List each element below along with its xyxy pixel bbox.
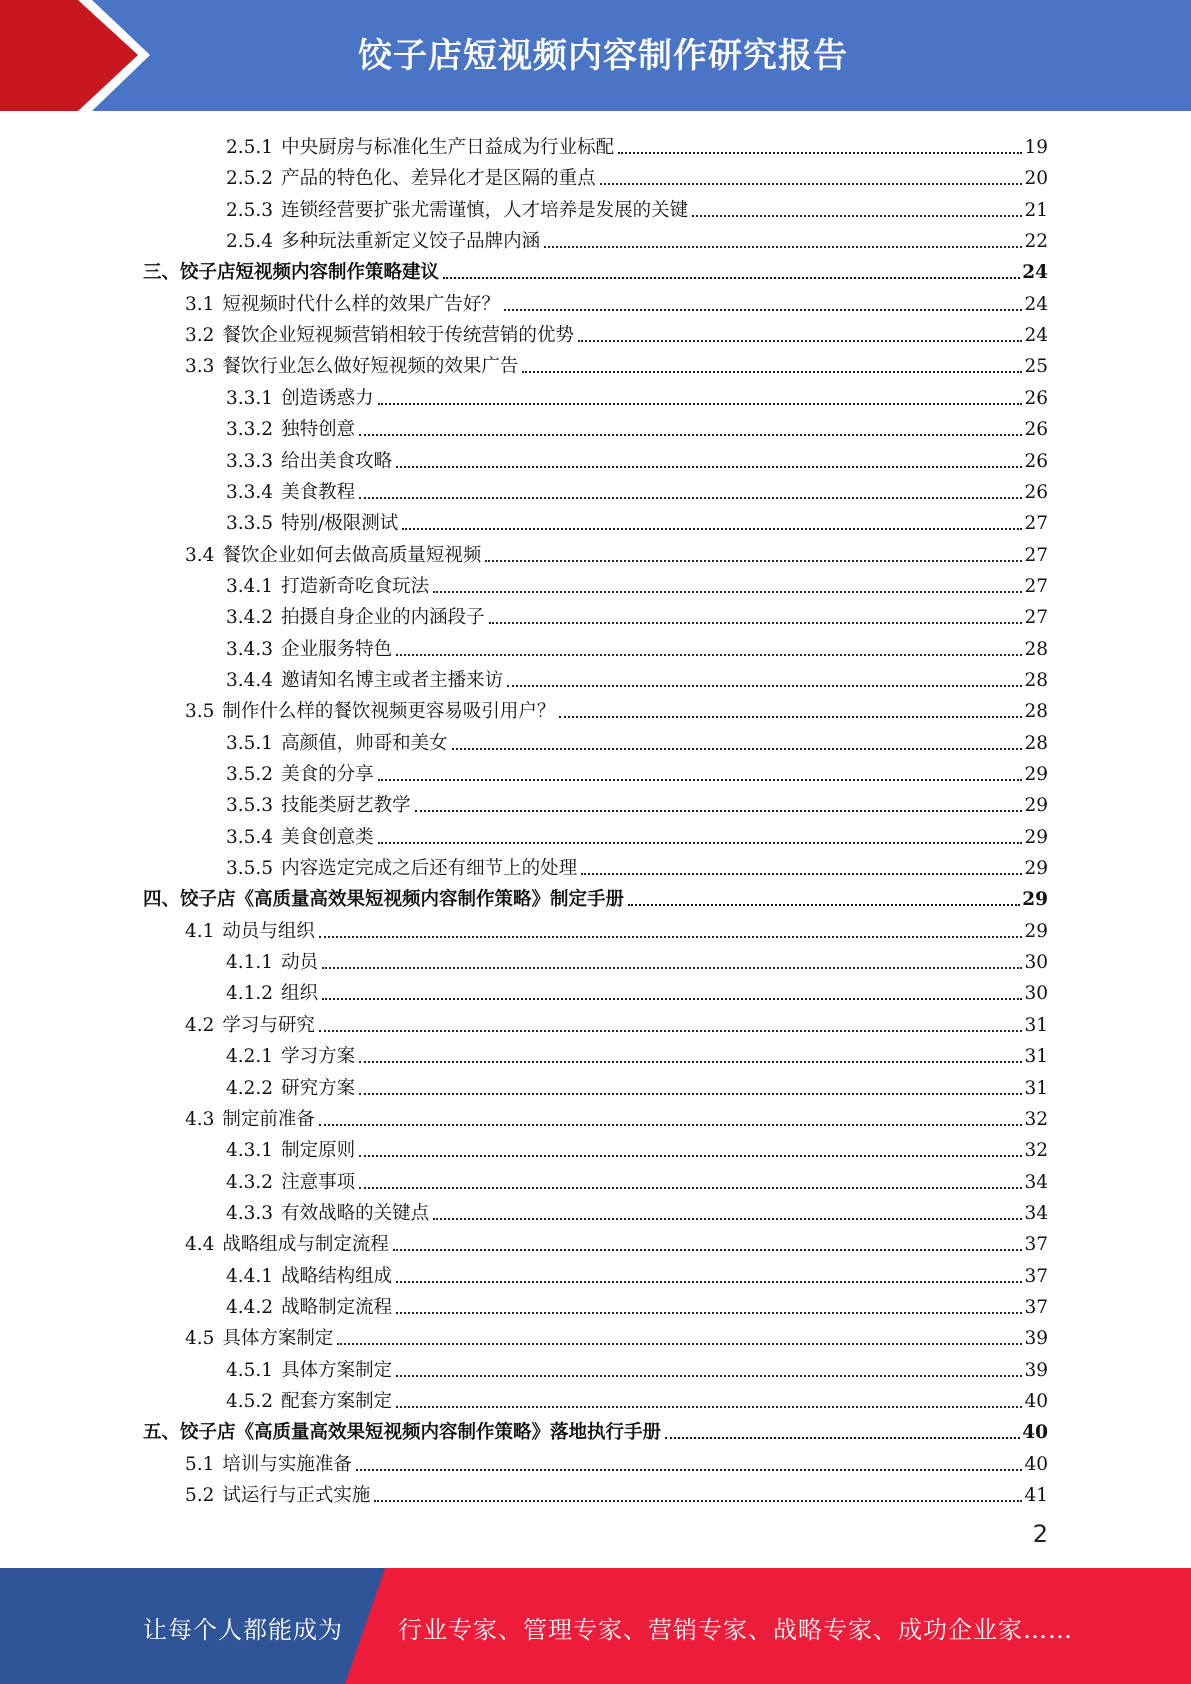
toc-entry[interactable] [185, 285, 1048, 316]
toc-entry-number: 2.5.2 [226, 168, 274, 190]
toc-entry[interactable] [185, 1319, 1048, 1350]
toc-entry-title: 具体方案制定 [281, 1359, 393, 1381]
toc-dot-leader [544, 246, 1022, 248]
toc-entry-title: 邀请知名博主或者主播来访 [281, 669, 504, 691]
toc-entry-title: 三、饺子店短视频内容制作策略建议 [143, 262, 440, 284]
toc-entry-title: 制定前准备 [222, 1108, 315, 1130]
toc-entry-number: 3.5.1 [226, 732, 274, 754]
toc-entry-page: 29 [1024, 920, 1048, 942]
toc-entry-number: 2.5.1 [226, 137, 274, 158]
toc-entry-page: 26 [1024, 387, 1048, 409]
toc-entry-title: 餐饮企业短视频营销相较于传统营销的优势 [222, 325, 574, 347]
page-header [0, 0, 1191, 111]
toc-entry-number: 3.4.1 [226, 575, 274, 597]
toc-entry-number: 2.5.3 [226, 199, 274, 221]
toc-entry-number: 4.5.2 [226, 1391, 274, 1412]
toc-entry[interactable] [226, 1037, 1048, 1068]
toc-dot-leader [359, 497, 1022, 499]
toc-entry-page: 28 [1024, 669, 1048, 691]
toc-entry-page: 32 [1024, 1140, 1048, 1162]
toc-entry-number: 4.2 [185, 1014, 215, 1036]
toc-entry[interactable] [226, 1194, 1048, 1225]
toc-entry-number: 4.4 [185, 1234, 215, 1256]
toc-entry[interactable] [226, 818, 1048, 849]
toc-entry-number: 3.4.3 [226, 638, 274, 660]
toc-entry-title: 给出美食攻略 [281, 450, 393, 472]
toc-entry-title: 短视频时代什么样的效果广告好？ [222, 293, 500, 315]
toc-entry-page: 26 [1024, 450, 1048, 472]
toc-entry-title: 打造新奇吃食玩法 [281, 575, 430, 597]
toc-dot-leader [559, 716, 1022, 718]
toc-entry[interactable] [185, 912, 1048, 943]
toc-entry-page: 31 [1024, 1077, 1048, 1099]
toc-dot-leader [396, 654, 1022, 656]
toc-entry[interactable] [226, 379, 1048, 410]
toc-entry-title: 动员与组织 [222, 920, 315, 942]
toc-entry-title: 有效战略的关键点 [281, 1202, 430, 1224]
toc-entry-title: 学习与研究 [222, 1014, 315, 1036]
toc-entry-page: 21 [1024, 199, 1048, 221]
toc-entry-title: 企业服务特色 [281, 638, 393, 660]
toc-dot-leader [507, 685, 1022, 687]
toc-entry-page: 26 [1024, 481, 1048, 503]
toc-entry-title: 餐饮企业如何去做高质量短视频 [222, 544, 482, 566]
toc-entry[interactable] [226, 222, 1048, 253]
footer-slogan-left: 让每个人都能成为 [143, 1616, 343, 1644]
toc-entry-number: 3.3.3 [226, 450, 274, 472]
toc-dot-leader [433, 591, 1022, 593]
toc-entry-number: 4.3.3 [226, 1202, 274, 1224]
toc-entry[interactable] [226, 567, 1048, 598]
toc-entry-title: 四、饺子店《高质量高效果短视频内容制作策略》制定手册 [143, 889, 625, 911]
toc-entry-number: 4.5.1 [226, 1359, 274, 1381]
toc-dot-leader [600, 183, 1023, 185]
toc-entry-number: 3.5.2 [226, 764, 274, 785]
toc-entry-page: 24 [1024, 325, 1048, 347]
toc-entry[interactable] [226, 1351, 1048, 1382]
toc-dot-leader [485, 560, 1022, 562]
toc-dot-leader [578, 340, 1023, 342]
toc-entry-number: 4.2.1 [226, 1046, 274, 1068]
toc-entry-title: 制作什么样的餐饮视频更容易吸引用户？ [222, 701, 556, 723]
toc-entry-number: 3.1 [185, 293, 215, 315]
toc-entry-number: 2.5.4 [226, 231, 274, 253]
toc-entry-title: 制定原则 [281, 1140, 356, 1162]
toc-entry-number: 4.3.2 [226, 1171, 274, 1193]
toc-entry-number: 4.4.2 [226, 1296, 274, 1318]
toc-entry[interactable] [226, 661, 1048, 692]
toc-entry-title: 中央厨房与标准化生产日益成为行业标配 [281, 137, 615, 158]
toc-entry-page: 31 [1024, 1046, 1048, 1068]
toc-entry-number: 3.4 [185, 544, 215, 566]
toc-entry-title: 培训与实施准备 [222, 1453, 352, 1475]
toc-dot-leader [378, 779, 1023, 781]
toc-entry[interactable] [226, 630, 1048, 661]
toc-dot-leader [322, 998, 1022, 1000]
toc-entry-page: 28 [1024, 732, 1048, 754]
toc-entry-page: 29 [1024, 795, 1048, 817]
toc-entry-title: 内容选定完成之后还有细节上的处理 [281, 858, 578, 880]
toc-dot-leader [396, 1406, 1022, 1408]
toc-entry-title: 独特创意 [281, 419, 356, 441]
toc-entry-page: 27 [1024, 544, 1048, 566]
toc-dot-leader [433, 1218, 1022, 1220]
toc-dot-leader [393, 1249, 1023, 1251]
toc-entry-page: 30 [1024, 983, 1048, 1005]
toc-entry-title: 美食教程 [281, 481, 356, 503]
toc-entry-page: 37 [1024, 1234, 1048, 1256]
toc-entry-page: 28 [1024, 638, 1048, 660]
toc-entry-number: 4.1.2 [226, 983, 274, 1005]
toc-entry-page: 31 [1024, 1014, 1048, 1036]
toc-entry-page: 29 [1024, 764, 1048, 785]
toc-entry-page: 37 [1024, 1265, 1048, 1287]
toc-entry-number: 4.1.1 [226, 952, 274, 974]
toc-dot-leader [337, 1343, 1022, 1345]
toc-entry-title: 组织 [281, 983, 319, 1005]
toc-dot-leader [359, 1061, 1022, 1063]
toc-entry-number: 5.1 [185, 1453, 215, 1475]
toc-entry-page: 41 [1024, 1485, 1048, 1507]
toc-entry[interactable] [226, 1131, 1048, 1162]
report-title: 饺子店短视频内容制作研究报告 [358, 36, 848, 76]
toc-entry-number: 3.3.4 [226, 481, 274, 503]
toc-entry-number: 4.5 [185, 1328, 215, 1350]
toc-dot-leader [359, 1187, 1022, 1189]
toc-entry-number: 4.4.1 [226, 1265, 274, 1287]
toc-entry[interactable] [226, 849, 1048, 880]
toc-entry-title: 配套方案制定 [281, 1391, 393, 1412]
toc-entry-title: 美食创意类 [281, 826, 374, 848]
toc-entry[interactable] [185, 1445, 1048, 1476]
toc-entry-page: 19 [1024, 137, 1048, 158]
toc-entry[interactable] [226, 724, 1048, 755]
toc-entry[interactable] [226, 191, 1048, 222]
toc-entry[interactable] [226, 786, 1048, 817]
toc-dot-leader [504, 309, 1023, 311]
toc-dot-leader [628, 904, 1020, 906]
toc-entry-title: 拍摄自身企业的内涵段子 [281, 607, 485, 629]
toc-entry-number: 5.2 [185, 1485, 215, 1507]
toc-entry-number: 3.4.4 [226, 669, 274, 691]
toc-entry-title: 动员 [281, 952, 319, 974]
toc-entry-number: 3.3 [185, 356, 215, 378]
toc-entry-title: 战略组成与制定流程 [222, 1234, 389, 1256]
toc-entry-number: 4.1 [185, 920, 215, 942]
toc-entry-number: 3.3.2 [226, 419, 274, 441]
toc-entry-title: 餐饮行业怎么做好短视频的效果广告 [222, 356, 519, 378]
toc-entry-number: 3.5.3 [226, 795, 274, 817]
toc-dot-leader [522, 371, 1022, 373]
toc-entry-page: 29 [1024, 858, 1048, 880]
toc-entry-title: 技能类厨艺教学 [281, 795, 411, 817]
toc-dot-leader [396, 1312, 1022, 1314]
toc-entry[interactable] [226, 598, 1048, 629]
toc-dot-leader [378, 403, 1023, 405]
toc-entry[interactable] [226, 473, 1048, 504]
toc-dot-leader [396, 1375, 1022, 1377]
toc-entry[interactable] [226, 974, 1048, 1005]
toc-entry[interactable] [226, 755, 1048, 786]
footer-slogan-right: 行业专家、管理专家、营销专家、战略专家、成功企业家…… [398, 1616, 1073, 1644]
toc-entry-page: 24 [1024, 293, 1048, 315]
toc-dot-leader [359, 1093, 1022, 1095]
toc-entry-page: 24 [1022, 262, 1048, 284]
toc-entry[interactable] [226, 1288, 1048, 1319]
toc-entry-number: 3.3.5 [226, 513, 274, 535]
toc-entry-page: 27 [1024, 575, 1048, 597]
toc-entry-page: 40 [1024, 1453, 1048, 1475]
toc-entry[interactable] [143, 880, 1048, 911]
toc-entry-title: 特别/极限测试 [281, 513, 399, 535]
toc-dot-leader [396, 1281, 1022, 1283]
toc-entry-number: 3.2 [185, 325, 215, 347]
toc-entry[interactable] [226, 504, 1048, 535]
toc-entry[interactable] [226, 128, 1048, 159]
toc-entry[interactable] [226, 943, 1048, 974]
toc-dot-leader [374, 1500, 1022, 1502]
toc-dot-leader [665, 1437, 1020, 1439]
toc-entry-title: 战略制定流程 [281, 1296, 393, 1318]
toc-entry-title: 试运行与正式实施 [222, 1485, 371, 1507]
toc-entry-page: 20 [1024, 168, 1048, 190]
toc-entry[interactable] [185, 1006, 1048, 1037]
toc-entry-title: 高颜值，帅哥和美女 [281, 732, 448, 754]
toc-entry-title: 产品的特色化、差异化才是区隔的重点 [281, 168, 596, 190]
toc-entry-page: 39 [1024, 1328, 1048, 1350]
toc-entry-page: 34 [1024, 1171, 1048, 1193]
toc-dot-leader [359, 434, 1022, 436]
toc-entry-page: 22 [1024, 231, 1048, 253]
toc-entry-page: 25 [1024, 356, 1048, 378]
toc-entry-title: 连锁经营要扩张尤需谨慎，人才培养是发展的关键 [281, 199, 689, 221]
toc-entry[interactable] [185, 536, 1048, 567]
toc-dot-leader [581, 873, 1022, 875]
toc-dot-leader [319, 1030, 1023, 1032]
toc-entry-number: 3.5.5 [226, 858, 274, 880]
toc-entry-title: 战略结构组成 [281, 1265, 393, 1287]
toc-entry-page: 30 [1024, 952, 1048, 974]
toc-entry-number: 4.2.2 [226, 1077, 274, 1099]
toc-dot-leader [452, 748, 1023, 750]
toc-entry-page: 26 [1024, 419, 1048, 441]
toc-dot-leader [489, 622, 1023, 624]
toc-entry-number: 3.3.1 [226, 387, 274, 409]
toc-entry[interactable] [185, 1100, 1048, 1131]
toc-entry-title: 创造诱惑力 [281, 387, 374, 409]
toc-entry-title: 多种玩法重新定义饺子品牌内涵 [281, 231, 541, 253]
toc-dot-leader [356, 1469, 1023, 1471]
page-number: 2 [1032, 1520, 1048, 1548]
toc-dot-leader [322, 967, 1022, 969]
toc-entry-number: 3.4.2 [226, 607, 274, 629]
toc-entry[interactable] [143, 1413, 1048, 1444]
toc-entry-page: 40 [1022, 1422, 1048, 1444]
toc-entry[interactable] [185, 1476, 1048, 1507]
toc-entry[interactable] [185, 1225, 1048, 1256]
toc-entry-page: 40 [1024, 1391, 1048, 1412]
toc-dot-leader [443, 277, 1020, 279]
toc-entry-page: 27 [1024, 513, 1048, 535]
toc-entry[interactable] [185, 316, 1048, 347]
toc-dot-leader [692, 215, 1022, 217]
toc-entry[interactable] [185, 347, 1048, 378]
toc-entry[interactable] [226, 1382, 1048, 1413]
toc-entry-number: 3.5 [185, 701, 215, 723]
toc-entry-page: 29 [1024, 826, 1048, 848]
page-footer [0, 1568, 1191, 1684]
toc-entry-number: 4.3.1 [226, 1140, 274, 1162]
toc-entry[interactable] [185, 692, 1048, 723]
toc-entry-title: 学习方案 [281, 1046, 356, 1068]
toc-entry[interactable] [143, 253, 1048, 284]
toc-entry[interactable] [226, 410, 1048, 441]
toc-entry-page: 32 [1024, 1108, 1048, 1130]
toc-dot-leader [319, 936, 1023, 938]
toc-dot-leader [378, 842, 1023, 844]
toc-entry-page: 29 [1022, 889, 1048, 911]
toc-entry-page: 34 [1024, 1202, 1048, 1224]
toc-entry-number: 3.5.4 [226, 826, 274, 848]
toc-entry[interactable] [226, 1069, 1048, 1100]
toc-entry[interactable] [226, 442, 1048, 473]
toc-entry[interactable] [226, 159, 1048, 190]
toc-dot-leader [359, 1155, 1022, 1157]
toc-entry-title: 具体方案制定 [222, 1328, 334, 1350]
toc-entry-title: 美食的分享 [281, 764, 374, 785]
toc-entry-title: 研究方案 [281, 1077, 356, 1099]
toc-dot-leader [396, 466, 1022, 468]
toc-entry[interactable] [226, 1163, 1048, 1194]
toc-dot-leader [618, 152, 1022, 154]
toc-entry-page: 28 [1024, 701, 1048, 723]
toc-entry-page: 37 [1024, 1296, 1048, 1318]
toc-dot-leader [415, 810, 1023, 812]
toc-entry-title: 注意事项 [281, 1171, 356, 1193]
toc-dot-leader [402, 528, 1022, 530]
toc-entry-number: 4.3 [185, 1108, 215, 1130]
toc-entry[interactable] [226, 1257, 1048, 1288]
toc-dot-leader [319, 1124, 1023, 1126]
toc-entry-page: 27 [1024, 607, 1048, 629]
toc-entry-page: 39 [1024, 1359, 1048, 1381]
toc-entry-title: 五、饺子店《高质量高效果短视频内容制作策略》落地执行手册 [143, 1422, 662, 1444]
